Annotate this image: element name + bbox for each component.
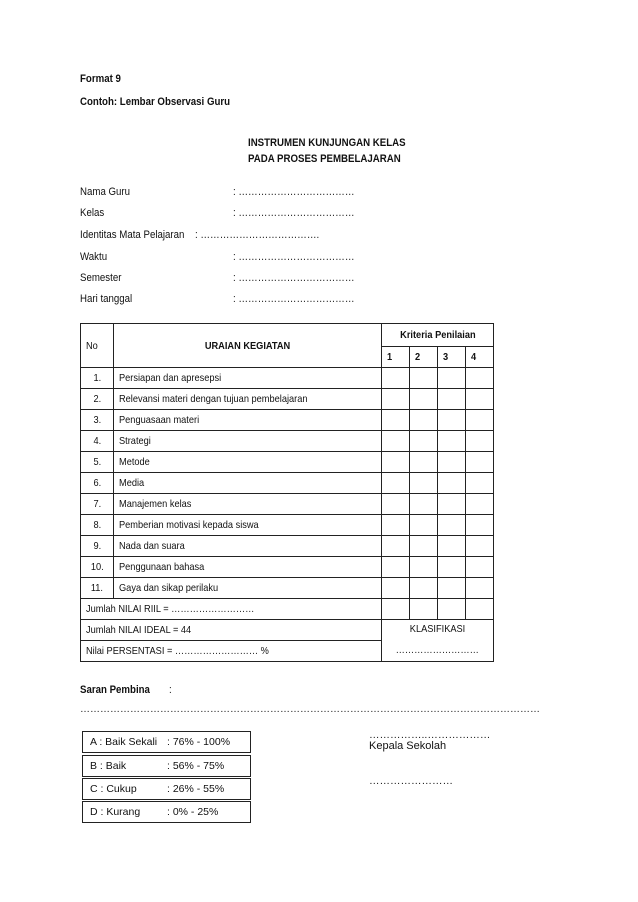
classification-value: ……………………… [395,644,480,656]
row-activity: Metode [114,452,382,473]
score-cell[interactable] [382,599,410,620]
score-cell[interactable] [466,368,494,389]
table-row [81,494,494,515]
score-cell[interactable] [438,494,466,515]
advice-label-row [80,684,172,696]
row-no: 10. [81,557,114,578]
row-activity: Persiapan dan apresepsi [114,368,382,389]
format-label: Format 9 [80,73,121,85]
grade-range: : 0% - 25% [167,806,219,818]
score-cell[interactable] [438,389,466,410]
total-real: Jumlah NILAI RIIL = ……………………… [81,599,382,620]
score-cell[interactable] [382,431,410,452]
score-cell[interactable] [410,410,438,431]
row-activity: Penggunaan bahasa [114,557,382,578]
table-row [81,389,494,410]
score-cell[interactable] [410,431,438,452]
signature-name: …………………… [369,775,453,787]
score-3: 3 [438,347,466,368]
signature-role: Kepala Sekolah [369,740,447,752]
row-no: 11. [81,578,114,599]
score-cell[interactable] [466,578,494,599]
score-2: 2 [410,347,438,368]
score-1: 1 [382,347,410,368]
row-activity: Media [114,473,382,494]
score-cell[interactable] [410,515,438,536]
field-value-hari-tanggal: : ……………………………… [233,293,355,305]
score-cell[interactable] [382,452,410,473]
score-cell[interactable] [466,494,494,515]
table-row [81,557,494,578]
field-value-nama-guru: : ……………………………… [233,186,355,198]
classification-cell [382,620,494,662]
score-cell[interactable] [438,410,466,431]
table-row [81,473,494,494]
score-cell[interactable] [438,515,466,536]
advice-dots[interactable]: ………………………………………………………………………………………………………………………… [80,704,540,715]
score-cell[interactable] [466,473,494,494]
header-criteria: Kriteria Penilaian [382,324,494,347]
header-activity: URAIAN KEGIATAN [114,324,382,368]
score-cell[interactable] [410,599,438,620]
score-cell[interactable] [382,557,410,578]
score-cell[interactable] [410,389,438,410]
table-row [81,578,494,599]
field-label-kelas: Kelas [80,207,105,219]
row-no: 3. [81,410,114,431]
percentage: Nilai PERSENTASI = ……………………… % [81,641,382,662]
score-cell[interactable] [410,452,438,473]
score-cell[interactable] [410,494,438,515]
grade-box-d [82,801,251,823]
score-cell[interactable] [438,368,466,389]
row-no: 9. [81,536,114,557]
field-label-semester: Semester [80,272,122,284]
observation-table [80,323,494,662]
row-activity: Pemberian motivasi kepada siswa [114,515,382,536]
advice-colon: : [168,684,172,696]
score-cell[interactable] [466,452,494,473]
row-no: 7. [81,494,114,515]
advice-label: Saran Pembina [80,684,150,696]
table-row [81,515,494,536]
total-ideal: Jumlah NILAI IDEAL = 44 [81,620,382,641]
score-cell[interactable] [410,578,438,599]
row-activity: Nada dan suara [114,536,382,557]
field-label-hari-tanggal: Hari tanggal [80,293,133,305]
row-activity: Penguasaan materi [114,410,382,431]
heading-line-1: INSTRUMEN KUNJUNGAN KELAS [248,137,406,149]
field-label-nama-guru: Nama Guru [80,186,131,198]
score-4: 4 [466,347,494,368]
score-cell[interactable] [382,389,410,410]
grade-box-a [82,731,251,753]
score-cell[interactable] [382,368,410,389]
score-cell[interactable] [438,599,466,620]
score-cell[interactable] [466,599,494,620]
score-cell[interactable] [466,515,494,536]
row-no: 8. [81,515,114,536]
score-cell[interactable] [438,557,466,578]
row-no: 4. [81,431,114,452]
row-no: 1. [81,368,114,389]
grade-range: : 56% - 75% [167,760,225,772]
table-row [81,431,494,452]
score-cell[interactable] [466,536,494,557]
row-no: 2. [81,389,114,410]
grade-range: : 26% - 55% [167,783,225,795]
field-label-mata-pelajaran: Identitas Mata Pelajaran [80,229,185,241]
table-row [81,536,494,557]
grade-label: C : Cukup [90,783,137,795]
grade-label: A : Baik Sekali [90,736,158,748]
field-value-semester: : ……………………………… [233,272,355,284]
row-no: 6. [81,473,114,494]
score-cell[interactable] [466,389,494,410]
grade-label: D : Kurang [90,806,141,818]
score-cell[interactable] [438,431,466,452]
score-cell[interactable] [410,557,438,578]
score-cell[interactable] [382,410,410,431]
field-value-mata-pelajaran: : ………………………………. [195,229,320,241]
row-activity: Manajemen kelas [114,494,382,515]
table-row [81,410,494,431]
document-subtitle: Contoh: Lembar Observasi Guru [80,96,231,108]
grade-range: : 76% - 100% [167,736,231,748]
heading-line-2: PADA PROSES PEMBELAJARAN [248,153,401,165]
table-row [81,452,494,473]
row-activity: Strategi [114,431,382,452]
field-value-kelas: : ……………………………… [233,207,355,219]
signature-place-date: ……………..……………… [369,729,491,741]
score-cell[interactable] [382,578,410,599]
score-cell[interactable] [382,494,410,515]
score-cell[interactable] [382,536,410,557]
score-cell[interactable] [438,473,466,494]
score-cell[interactable] [410,473,438,494]
score-cell[interactable] [438,536,466,557]
score-cell[interactable] [382,515,410,536]
field-label-waktu: Waktu [80,251,108,263]
score-cell[interactable] [466,431,494,452]
field-value-waktu: : ……………………………… [233,251,355,263]
row-activity: Gaya dan sikap perilaku [114,578,382,599]
header-no: No [81,324,114,368]
row-no: 5. [81,452,114,473]
classification-label: KLASIFIKASI [409,623,466,635]
score-cell[interactable] [466,410,494,431]
score-cell[interactable] [466,557,494,578]
score-cell[interactable] [382,473,410,494]
grade-box-b [82,755,251,777]
grade-label: B : Baik [90,760,127,772]
row-activity: Relevansi materi dengan tujuan pembelajaran [114,389,382,410]
score-cell[interactable] [438,578,466,599]
score-cell[interactable] [438,452,466,473]
score-cell[interactable] [410,536,438,557]
table-row [81,368,494,389]
grade-box-c [82,778,251,800]
score-cell[interactable] [410,368,438,389]
